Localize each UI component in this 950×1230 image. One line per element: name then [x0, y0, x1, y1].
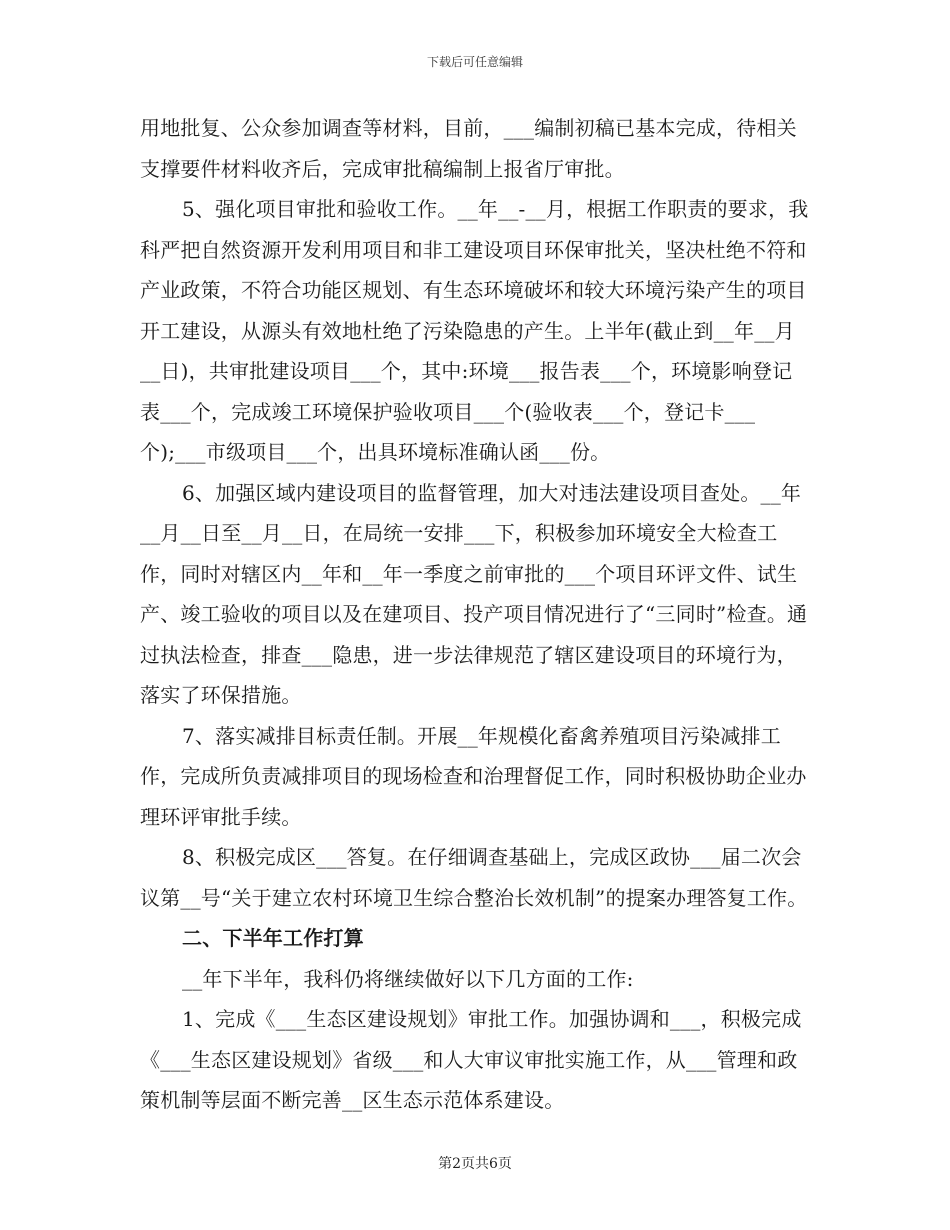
section-heading: 二、下半年工作打算: [182, 926, 364, 950]
page-footer: [0, 1153, 950, 1173]
paragraph-item-7: 7、落实减排目标责任制。开展__年规模化畜禽养殖项目污染减排工作，完成所负责减排项目的现场检查和治理督促工作，同时积极协助企业办理环评审批手续。: [140, 723, 807, 829]
paragraph-plan-1: 1、完成《___生态区建设规划》审批工作。加强协调和___，积极完成《___生态区建设规划》省级___和人大审议审批实施工作，从___管理和政策机制等层面不断完善__区生态示范体系建设。: [140, 1007, 802, 1112]
header-note: 下载后可任意编辑: [426, 55, 523, 69]
document-body: [140, 108, 810, 1121]
paragraph-item-5: 5、强化项目审批和验收工作。__年__-__月，根据工作职责的要求，我科严把自然资源开发利用项目和非工建设项目环保审批关，坚决杜绝不符和产业政策，不符合功能区规划、有生态环境破坏和较大环境污染产生的项目开工建设，从源头有效地杜绝了污染隐患的产生。上半年(截止到__年__月__日)，共审批建设项目___个，其中:环境___报告表___个，环境影响登记表___个，完成竣工环境保护验收项目___个(验收表___个，登记卡___个);___市级项目___个，出具环境标准确认函___份。: [140, 197, 809, 464]
page-header: [0, 53, 950, 70]
paragraph-continuation: 用地批复、公众参加调查等材料，目前，___编制初稿已基本完成，待相关支撑要件材料收齐后，完成审批稿编制上报省厅审批。: [140, 116, 797, 181]
page-number: 第2页共6页: [438, 1156, 512, 1172]
paragraph-item-8: 8、积极完成区___答复。在仔细调查基础上，完成区政协___届二次会议第__号“关于建立农村环境卫生综合整治长效机制”的提案办理答复工作。: [140, 845, 808, 910]
paragraph-item-6: 6、加强区域内建设项目的监督管理，加大对违法建设项目查处。__年__月__日至__月__日，在局统一安排___下，积极参加环境安全大检查工作，同时对辖区内__年和__年一季度之前审批的___个项目环评文件、试生产、竣工验收的项目以及在建项目、投产项目情况进行了“三同时”检查。通过执法检查，排查___隐患，进一步法律规范了辖区建设项目的环境行为，落实了环保措施。: [140, 480, 808, 707]
paragraph-intro: __年下半年，我科仍将继续做好以下几方面的工作:: [182, 966, 634, 991]
